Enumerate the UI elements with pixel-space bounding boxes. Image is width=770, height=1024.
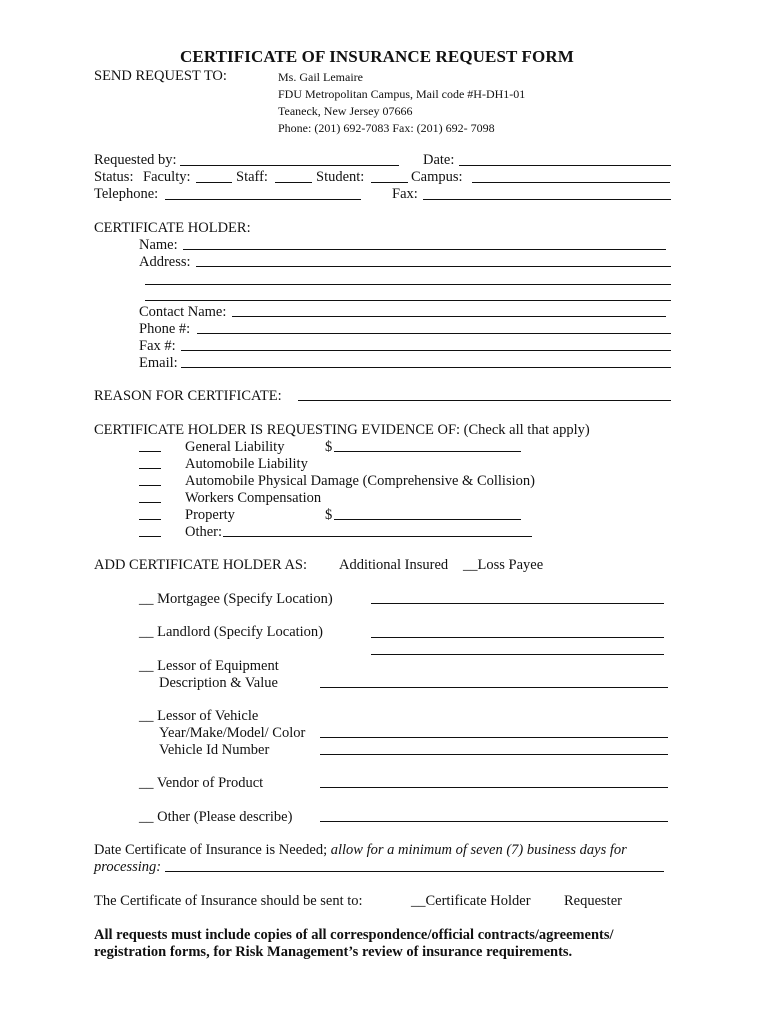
date-label: Date: — [423, 152, 455, 168]
lessor-equipment-option[interactable]: __ Lessor of Equipment — [139, 658, 279, 674]
evidence-property-dollar: $ — [325, 507, 333, 523]
faculty-label: Faculty: — [143, 169, 191, 185]
requested-by-label: Requested by: — [94, 152, 177, 168]
status-label: Status: — [94, 169, 134, 185]
other-option[interactable]: __ Other (Please describe) — [139, 809, 293, 825]
evidence-workers-compensation-label: Workers Compensation — [185, 490, 322, 506]
fax-field[interactable] — [423, 199, 671, 200]
holder-contact-field[interactable] — [232, 316, 666, 317]
contact-address-line1: FDU Metropolitan Campus, Mail code #H-DH1-01 — [278, 87, 526, 101]
evidence-auto-physical-damage-label: Automobile Physical Damage (Comprehensive & Collision) — [185, 473, 535, 489]
staff-label: Staff: — [236, 169, 268, 185]
reason-label: REASON FOR CERTIFICATE: — [94, 388, 282, 404]
send-request-label: SEND REQUEST TO: — [94, 68, 227, 84]
holder-phone-field[interactable] — [197, 333, 671, 334]
staff-field[interactable] — [275, 182, 312, 183]
lessor-vehicle-vin-label: Vehicle Id Number — [159, 742, 270, 758]
add-holder-as-label: ADD CERTIFICATE HOLDER AS: — [94, 557, 308, 573]
additional-insured-option[interactable]: Additional Insured — [339, 557, 449, 573]
landlord-option[interactable]: __ Landlord (Specify Location) — [139, 624, 324, 640]
form-title: CERTIFICATE OF INSURANCE REQUEST FORM — [180, 47, 574, 66]
evidence-checkbox-workers-compensation[interactable] — [139, 502, 161, 503]
evidence-checkbox-automobile-liability[interactable] — [139, 468, 161, 469]
lessor-equipment-description-label: Description & Value — [159, 675, 278, 691]
loss-payee-option[interactable]: __Loss Payee — [463, 557, 544, 573]
vendor-field[interactable] — [320, 787, 668, 788]
evidence-checkbox-property[interactable] — [139, 519, 161, 520]
contact-address-line2: Teaneck, New Jersey 07666 — [278, 104, 413, 118]
lessor-vehicle-option[interactable]: __ Lessor of Vehicle — [139, 708, 259, 724]
date-needed-field[interactable] — [165, 871, 664, 872]
holder-name-label: Name: — [139, 237, 178, 253]
footer-note-line1: All requests must include copies of all correspondence/official contracts/agreements/ — [94, 927, 614, 943]
date-needed-note: allow for a minimum of seven (7) business days for — [330, 842, 627, 858]
other-field[interactable] — [320, 821, 668, 822]
holder-email-label: Email: — [139, 355, 178, 371]
fax-label: Fax: — [392, 186, 418, 202]
campus-field[interactable] — [472, 182, 670, 183]
evidence-property-label: Property — [185, 507, 235, 523]
student-label: Student: — [316, 169, 365, 185]
campus-label: Campus: — [411, 169, 463, 185]
telephone-label: Telephone: — [94, 186, 159, 202]
landlord-field[interactable] — [371, 637, 664, 638]
mortgagee-field[interactable] — [371, 603, 664, 604]
send-to-requester-option[interactable]: Requester — [564, 893, 622, 909]
requested-by-field[interactable] — [180, 165, 399, 166]
evidence-automobile-liability-label: Automobile Liability — [185, 456, 308, 472]
send-to-certificate-holder-option[interactable]: __Certificate Holder — [411, 893, 531, 909]
evidence-checkbox-general-liability[interactable] — [139, 451, 161, 452]
evidence-general-liability-label: General Liability — [185, 439, 285, 455]
evidence-checkbox-other[interactable] — [139, 536, 161, 537]
holder-name-field[interactable] — [183, 249, 666, 250]
holder-fax-field[interactable] — [181, 350, 671, 351]
date-field[interactable] — [459, 165, 671, 166]
lessor-vehicle-ymmc-label: Year/Make/Model/ Color — [159, 725, 306, 741]
evidence-property-amount-field[interactable] — [334, 519, 521, 520]
lessor-vehicle-vin-field[interactable] — [320, 754, 668, 755]
evidence-heading: CERTIFICATE HOLDER IS REQUESTING EVIDENCE OF: (Check all that apply) — [94, 422, 590, 438]
lessor-equipment-field[interactable] — [320, 687, 668, 688]
vendor-option[interactable]: __ Vendor of Product — [139, 775, 264, 791]
date-needed-note-2: processing: — [94, 859, 162, 875]
evidence-other-field[interactable] — [223, 536, 532, 537]
certificate-holder-heading: CERTIFICATE HOLDER: — [94, 220, 251, 236]
student-field[interactable] — [371, 182, 408, 183]
holder-address-field-3[interactable] — [145, 300, 671, 301]
holder-email-field[interactable] — [181, 367, 671, 368]
mortgagee-option[interactable]: __ Mortgagee (Specify Location) — [139, 591, 333, 607]
holder-address-field-2[interactable] — [145, 284, 671, 285]
holder-fax-label: Fax #: — [139, 338, 176, 354]
evidence-checkbox-auto-physical-damage[interactable] — [139, 485, 161, 486]
contact-phone-fax: Phone: (201) 692-7083 Fax: (201) 692- 7098 — [278, 121, 495, 135]
landlord-field-2[interactable] — [371, 654, 664, 655]
evidence-general-liability-amount-field[interactable] — [334, 451, 521, 452]
footer-note-line2: registration forms, for Risk Management’s review of insurance requirements. — [94, 944, 573, 960]
date-needed-label: Date Certificate of Insurance is Needed; allow for a minimum of seven (7) business days for — [94, 842, 627, 858]
holder-address-label: Address: — [139, 254, 191, 270]
holder-contact-label: Contact Name: — [139, 304, 227, 320]
evidence-general-liability-dollar: $ — [325, 439, 333, 455]
contact-name: Ms. Gail Lemaire — [278, 70, 363, 84]
faculty-field[interactable] — [196, 182, 232, 183]
holder-phone-label: Phone #: — [139, 321, 191, 337]
telephone-field[interactable] — [165, 199, 361, 200]
evidence-other-label: Other: — [185, 524, 223, 540]
send-to-label: The Certificate of Insurance should be sent to: — [94, 893, 363, 909]
holder-address-field[interactable] — [196, 266, 671, 267]
reason-field[interactable] — [298, 400, 671, 401]
lessor-vehicle-ymmc-field[interactable] — [320, 737, 668, 738]
